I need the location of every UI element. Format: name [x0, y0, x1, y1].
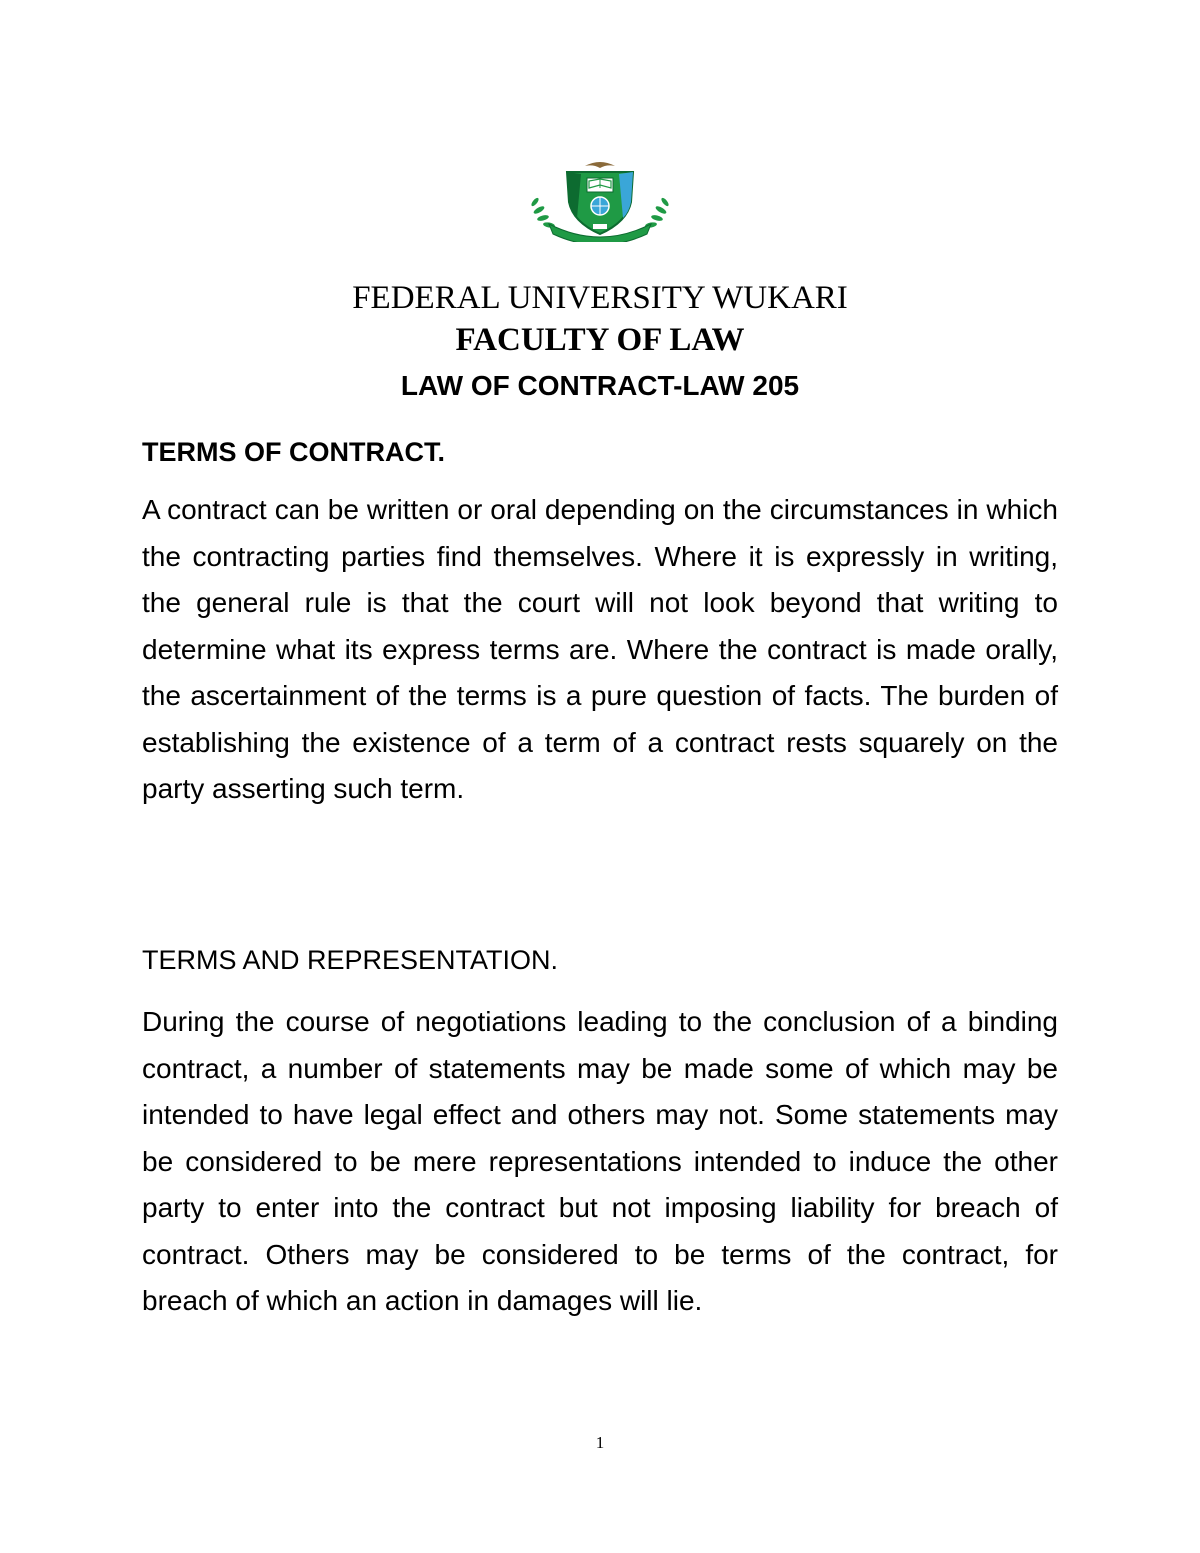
faculty-name: FACULTY OF LAW — [455, 322, 745, 358]
paragraph-terms-and-representation: During the course of negotiations leading to the conclusion of a binding contract, a number of statements may be made some of which may be intended to have legal effect and others may not. Some statements may be considered to be mere representations intended to induce the other party to enter into the contract but not imposing liability for breach of contract. Others may be considered to be terms of the contract, for breach of which an action in damages will lie. — [142, 1006, 1058, 1316]
section-heading-terms-of-contract: TERMS OF CONTRACT. — [142, 437, 445, 467]
university-name: FEDERAL UNIVERSITY WUKARI — [352, 280, 848, 316]
page-number: 1 — [595, 1433, 605, 1452]
section-heading-terms-and-representation: TERMS AND REPRESENTATION. — [142, 945, 559, 975]
course-title: LAW OF CONTRACT-LAW 205 — [400, 370, 800, 401]
university-crest-icon — [527, 158, 673, 242]
paragraph-terms-of-contract: A contract can be written or oral depending on the circumstances in which the contracting parties find themselves. Where it is expressly in writing, the general rule is that the court will not look beyond that writing to determine what its express terms are. Where the contract is made orally, the ascertainment of the terms is a pure question of facts. The burden of establishing the existence of a term of a contract rests squarely on the party asserting such term. — [142, 494, 1058, 804]
